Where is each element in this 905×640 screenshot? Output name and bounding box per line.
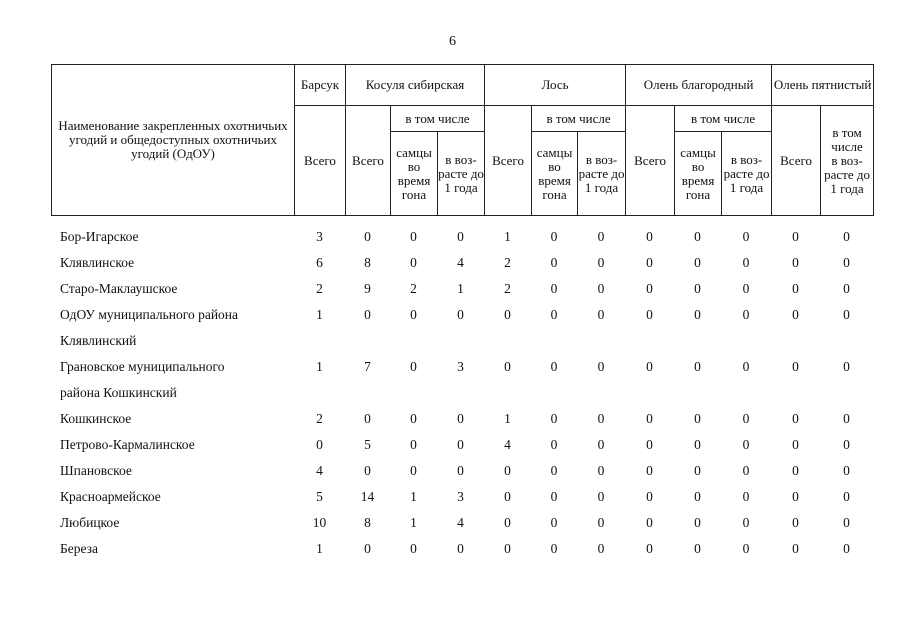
row-value: 4 (457, 515, 464, 530)
row-name: Клявлинское (60, 255, 135, 270)
row-value: 14 (360, 489, 375, 504)
moose-males-rut-header: самцы во время гона (532, 132, 578, 216)
row-value: 0 (694, 463, 701, 478)
row-value: 0 (550, 255, 558, 270)
row-name: Грановское муниципального (60, 359, 225, 374)
row-value: 0 (504, 463, 511, 478)
roe-males-rut-header: самцы во время гона (391, 132, 438, 216)
badger-header: Барсук (295, 65, 346, 106)
table-row (51, 328, 873, 354)
row-value: 0 (843, 515, 850, 530)
row-value: 0 (597, 307, 605, 322)
row-value (577, 380, 625, 406)
row-value (674, 328, 721, 354)
row-value: 0 (550, 411, 558, 426)
row-name: Береза (60, 541, 98, 556)
row-value: 9 (364, 281, 371, 296)
row-value (625, 328, 674, 354)
row-value: 4 (316, 463, 323, 478)
table-row (51, 302, 873, 328)
row-value: 8 (364, 255, 371, 270)
row-value: 2 (316, 411, 323, 426)
row-value: 3 (457, 359, 464, 374)
row-value: 0 (694, 229, 701, 244)
row-value: 0 (646, 255, 653, 270)
row-value: 0 (792, 359, 799, 374)
row-value: 1 (410, 515, 417, 530)
table-row (51, 250, 873, 276)
row-name: Петрово-Кармалинское (60, 437, 195, 452)
row-value (484, 328, 531, 354)
row-value (484, 380, 531, 406)
row-value: 0 (597, 281, 605, 296)
row-value (771, 380, 820, 406)
row-value: 0 (694, 437, 701, 452)
row-name: Красноармейское (60, 489, 161, 504)
row-value: 0 (843, 255, 850, 270)
badger-total-header: Всего (295, 106, 346, 216)
row-value: 0 (457, 411, 464, 426)
row-value: 0 (364, 463, 371, 478)
row-value: 2 (504, 255, 511, 270)
row-value: 0 (550, 541, 558, 556)
sika-under-one-label: в воз-расте до 1 года (824, 152, 870, 196)
row-value: 0 (843, 541, 850, 556)
row-value: 0 (597, 229, 605, 244)
table-row (51, 432, 873, 458)
row-value: 0 (504, 489, 511, 504)
moose-under-one-header: в воз-расте до 1 года (578, 132, 626, 216)
row-value: 0 (843, 229, 850, 244)
row-value: 0 (646, 229, 653, 244)
row-value: 1 (316, 307, 323, 322)
row-value: 0 (410, 541, 417, 556)
row-value: 2 (410, 281, 417, 296)
row-value: 0 (792, 437, 799, 452)
row-value: 0 (457, 229, 464, 244)
row-value: 7 (364, 359, 371, 374)
row-value: 2 (316, 281, 323, 296)
row-value: 0 (410, 411, 417, 426)
row-value: 0 (646, 307, 653, 322)
row-value: 0 (843, 307, 850, 322)
row-value: 0 (742, 489, 750, 504)
row-value: 0 (792, 515, 799, 530)
row-value: 0 (364, 541, 371, 556)
row-value: 8 (364, 515, 371, 530)
row-value: 0 (742, 359, 750, 374)
row-value: 0 (792, 281, 799, 296)
row-value (437, 380, 484, 406)
row-value: 0 (742, 281, 750, 296)
row-value: 0 (843, 489, 850, 504)
data-table (51, 224, 873, 562)
row-value: 1 (316, 359, 323, 374)
row-value: 0 (646, 359, 653, 374)
row-value: 0 (742, 229, 750, 244)
row-value: 10 (312, 515, 327, 530)
table-row (51, 380, 873, 406)
row-value: 0 (742, 437, 750, 452)
table-row (51, 406, 873, 432)
row-value (577, 328, 625, 354)
row-value: 0 (792, 463, 799, 478)
row-value: 2 (504, 281, 511, 296)
row-value: 0 (550, 437, 558, 452)
roe-total-header: Всего (346, 106, 391, 216)
row-value: 1 (504, 229, 511, 244)
row-value: 0 (597, 411, 605, 426)
row-value: 0 (410, 359, 417, 374)
sika-including-label: в том числе (831, 124, 863, 154)
row-value: 0 (316, 437, 323, 452)
row-value: 0 (646, 489, 653, 504)
roe-deer-header: Косуля сибирская (346, 65, 485, 106)
row-value: 0 (694, 359, 701, 374)
row-value: 0 (843, 281, 850, 296)
row-value: 4 (504, 437, 511, 452)
row-value: 0 (843, 437, 850, 452)
page-number: 6 (449, 34, 456, 49)
row-value: 5 (316, 489, 323, 504)
row-name: Бор-Игарское (60, 229, 139, 244)
row-value: 0 (504, 359, 511, 374)
row-value: 0 (742, 463, 750, 478)
row-name: ОдОУ муниципального района (60, 307, 239, 322)
row-value: 0 (364, 307, 371, 322)
table-row (51, 224, 873, 250)
row-name: Клявлинский (60, 333, 137, 348)
row-value: 0 (457, 307, 464, 322)
row-name: Шпановское (60, 463, 132, 478)
row-value: 3 (316, 229, 323, 244)
row-value: 0 (694, 489, 701, 504)
row-value: 0 (504, 515, 511, 530)
row-value: 0 (550, 463, 558, 478)
table-row (51, 484, 873, 510)
red-deer-total-header: Всего (626, 106, 675, 216)
row-value: 0 (550, 515, 558, 530)
row-value (820, 328, 873, 354)
sika-deer-header: Олень пятнистый (772, 65, 874, 106)
row-value: 0 (597, 489, 605, 504)
row-value (674, 380, 721, 406)
row-value: 0 (742, 307, 750, 322)
row-value: 0 (457, 463, 464, 478)
row-value: 0 (694, 515, 701, 530)
moose-including-header: в том числе (532, 106, 626, 132)
row-value: 0 (646, 515, 653, 530)
row-value: 0 (550, 307, 558, 322)
table-row (51, 276, 873, 302)
row-value: 1 (504, 411, 511, 426)
row-value: 0 (597, 255, 605, 270)
moose-header: Лось (485, 65, 626, 106)
row-name: Кошкинское (60, 411, 132, 426)
table-row (51, 354, 873, 380)
row-value: 1 (457, 281, 464, 296)
row-value: 0 (694, 411, 701, 426)
row-value: 0 (843, 359, 850, 374)
row-value: 0 (410, 229, 417, 244)
row-value: 0 (504, 307, 511, 322)
table-row (51, 510, 873, 536)
name-column-header: Наименование закрепленных охотничьих угодий и общедоступных охотничьих угодий (ОдОУ) (52, 65, 295, 216)
row-value: 0 (410, 463, 417, 478)
row-value: 0 (550, 489, 558, 504)
row-value: 0 (742, 541, 750, 556)
table-row (51, 536, 873, 562)
row-value (345, 380, 390, 406)
row-value: 5 (364, 437, 371, 452)
row-value: 0 (742, 411, 750, 426)
red-deer-males-rut-header: самцы во время гона (675, 132, 722, 216)
row-name: района Кошкинский (60, 385, 177, 400)
row-value: 0 (792, 541, 799, 556)
row-name: Старо-Маклаушское (60, 281, 178, 296)
row-value: 0 (792, 489, 799, 504)
row-value: 0 (742, 255, 750, 270)
roe-including-header: в том числе (391, 106, 485, 132)
row-value: 0 (843, 411, 850, 426)
row-value: 0 (792, 229, 799, 244)
row-value: 6 (316, 255, 323, 270)
row-value: 0 (597, 359, 605, 374)
roe-under-one-header: в воз-расте до 1 года (438, 132, 485, 216)
row-name: Любицкое (60, 515, 120, 530)
row-value (390, 380, 437, 406)
row-value: 0 (457, 437, 464, 452)
row-value: 1 (410, 489, 417, 504)
row-value: 1 (316, 541, 323, 556)
row-value: 0 (792, 307, 799, 322)
row-value: 0 (646, 541, 653, 556)
row-value (721, 328, 771, 354)
row-value: 0 (694, 307, 701, 322)
row-value: 0 (843, 463, 850, 478)
row-value: 0 (597, 541, 605, 556)
row-value: 0 (550, 281, 558, 296)
row-value: 0 (457, 541, 464, 556)
row-value: 0 (646, 437, 653, 452)
row-value: 0 (742, 515, 750, 530)
row-value (531, 380, 577, 406)
red-deer-under-one-header: в воз-расте до 1 года (722, 132, 772, 216)
row-value: 0 (792, 411, 799, 426)
row-value: 0 (646, 281, 653, 296)
row-value: 0 (597, 515, 605, 530)
row-value: 4 (457, 255, 464, 270)
row-value: 0 (550, 359, 558, 374)
row-value (390, 328, 437, 354)
row-value (771, 328, 820, 354)
row-value: 0 (504, 541, 511, 556)
row-value: 0 (792, 255, 799, 270)
sika-deer-including-header (821, 106, 874, 216)
row-value (531, 328, 577, 354)
row-value: 0 (694, 281, 701, 296)
row-value (294, 380, 345, 406)
row-value: 0 (364, 411, 371, 426)
row-value: 0 (410, 255, 417, 270)
row-value (820, 380, 873, 406)
row-value: 0 (646, 463, 653, 478)
row-value (294, 328, 345, 354)
row-value: 3 (457, 489, 464, 504)
table-header (51, 64, 874, 216)
row-value: 0 (646, 411, 653, 426)
row-value: 0 (694, 541, 701, 556)
row-value: 0 (364, 229, 371, 244)
row-value (721, 380, 771, 406)
red-deer-header: Олень благородный (626, 65, 772, 106)
row-value: 0 (597, 463, 605, 478)
row-value: 0 (694, 255, 701, 270)
red-deer-including-header: в том числе (675, 106, 772, 132)
row-value (625, 380, 674, 406)
row-value: 0 (410, 437, 417, 452)
row-value (437, 328, 484, 354)
row-value (345, 328, 390, 354)
moose-total-header: Всего (485, 106, 532, 216)
row-value: 0 (597, 437, 605, 452)
row-value: 0 (410, 307, 417, 322)
row-value: 0 (550, 229, 558, 244)
table-row (51, 458, 873, 484)
sika-deer-total-header: Всего (772, 106, 821, 216)
